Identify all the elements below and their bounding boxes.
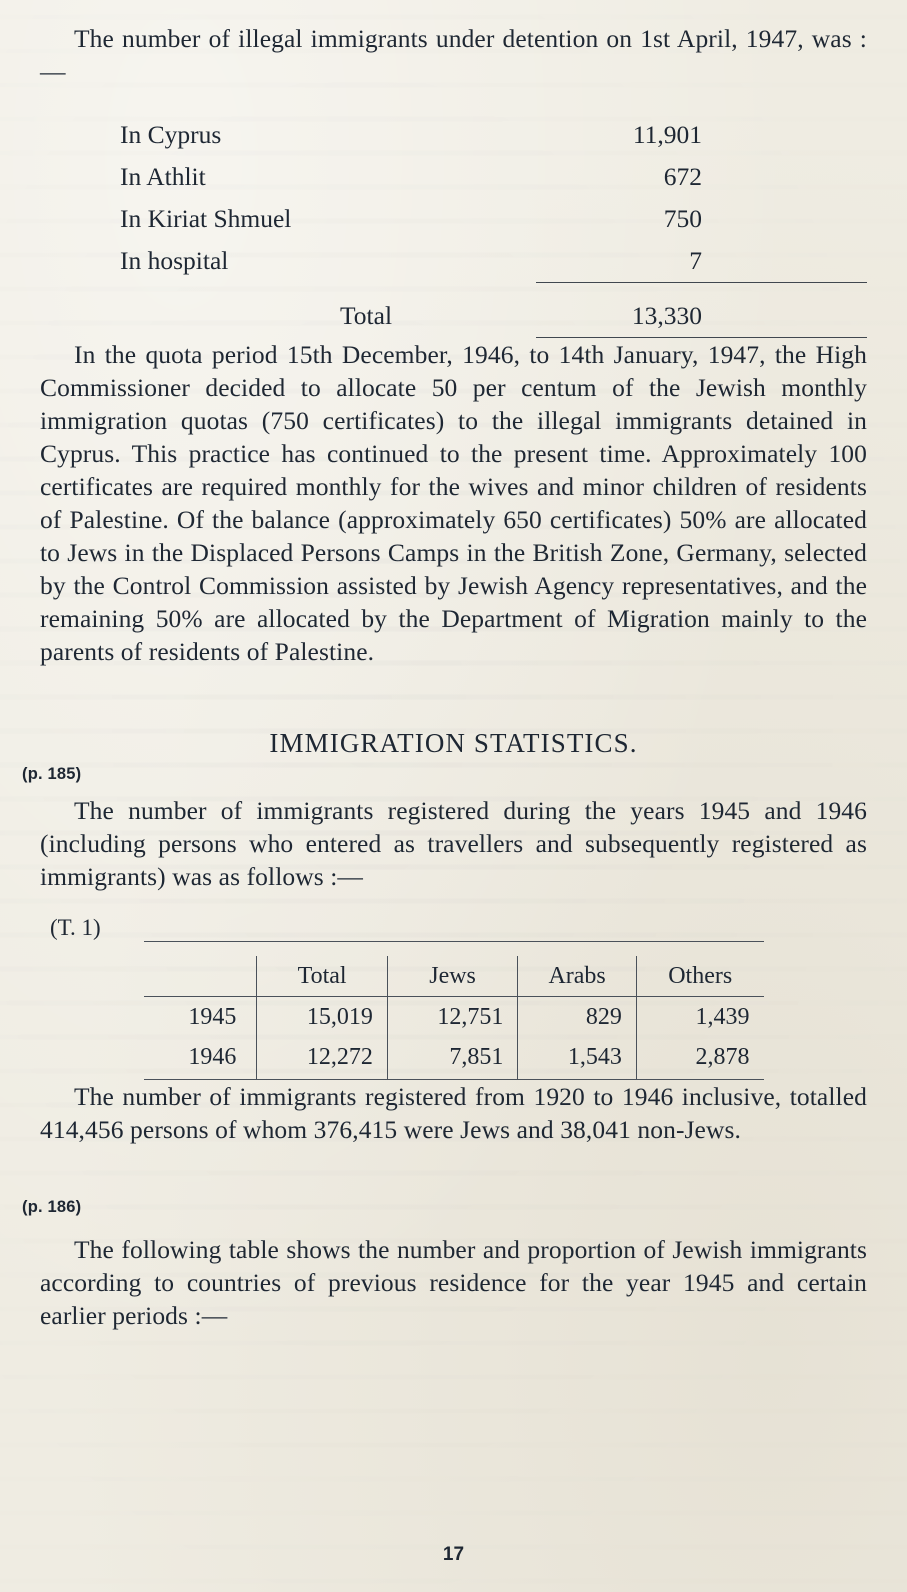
detention-table bbox=[40, 114, 867, 338]
table-row bbox=[40, 156, 867, 198]
column-header-others: Others bbox=[636, 956, 763, 997]
stats-table-top-rule bbox=[144, 941, 764, 942]
totals-paragraph: The number of immigrants registered from 1920 to 1946 inclusive, totalled 414,456 persons of whom 376,415 were Jews and 38,041 non-Jews. bbox=[40, 1082, 867, 1144]
column-header-year bbox=[144, 956, 257, 997]
detention-value: 7 bbox=[689, 246, 702, 275]
detention-total-row bbox=[40, 283, 867, 338]
closing-paragraph: The following table shows the number and proportion of Jewish immigrants according to countries of previous residence for the year 1945 and certain earlier periods :— bbox=[40, 1235, 867, 1330]
detention-total-label: Total bbox=[340, 301, 393, 330]
table-header-row bbox=[144, 956, 764, 997]
row-year: 1945 bbox=[188, 1004, 237, 1030]
cell-arabs: 1,543 bbox=[518, 1037, 637, 1079]
detention-total-value: 13,330 bbox=[536, 283, 867, 338]
page-reference-186: (p. 186) bbox=[22, 1198, 82, 1216]
cell-arabs: 829 bbox=[518, 997, 637, 1038]
column-header-arabs: Arabs bbox=[518, 956, 637, 997]
detention-value: 750 bbox=[663, 204, 702, 233]
table-row bbox=[40, 198, 867, 240]
detention-label: In Kiriat Shmuel bbox=[120, 204, 292, 233]
page-reference-185: (p. 185) bbox=[22, 765, 82, 783]
cell-others: 1,439 bbox=[636, 997, 763, 1038]
table-row bbox=[40, 240, 867, 283]
column-header-total: Total bbox=[257, 956, 388, 997]
cell-jews: 12,751 bbox=[387, 997, 518, 1038]
intro-paragraph: The number of illegal immigrants under detention on 1st April, 1947, was :— bbox=[40, 24, 867, 86]
cell-total: 15,019 bbox=[257, 997, 388, 1038]
cell-others: 2,878 bbox=[636, 1037, 763, 1079]
detention-value: 11,901 bbox=[632, 120, 702, 149]
cell-total: 12,272 bbox=[257, 1037, 388, 1079]
table-row bbox=[144, 997, 764, 1038]
row-year: 1946 bbox=[188, 1044, 237, 1070]
detention-value: 672 bbox=[663, 162, 702, 191]
table-row bbox=[144, 1037, 764, 1079]
section-title: IMMIGRATION STATISTICS. bbox=[269, 728, 638, 758]
immigration-statistics-table bbox=[144, 956, 764, 1079]
detention-label: In Cyprus bbox=[120, 120, 222, 149]
column-header-jews: Jews bbox=[387, 956, 518, 997]
table-row bbox=[40, 114, 867, 156]
cell-jews: 7,851 bbox=[387, 1037, 518, 1079]
detention-label: In Athlit bbox=[120, 162, 206, 191]
quota-paragraph: In the quota period 15th December, 1946, to 14th January, 1947, the High Commissioner decided to allocate 50 per centum of the Jewish monthly immigration quotas (750 certificates) to the illegal immigrants detained in Cyprus. This practice has continued to the present time. Approximately 100 certificates are required monthly for the wives and minor children of residents of Palestine. Of the balance (approximately 650 certificates) 50% are allocated to Jews in the Displaced Persons Camps in the British Zone, Germany, selected by the Control Commission assisted by Jewish Agency representatives, and the remaining 50% are allocated by the Department of Migration mainly to the parents of residents of Palestine. bbox=[40, 340, 867, 666]
table-note: (T. 1) bbox=[50, 915, 101, 940]
registered-paragraph: The number of immigrants registered during the years 1945 and 1946 (including persons who entered as travellers and subsequently registered as immigrants) was as follows :— bbox=[40, 796, 867, 891]
folio-number: 17 bbox=[442, 1544, 465, 1565]
page-content bbox=[22, 22, 867, 1332]
detention-label: In hospital bbox=[120, 246, 229, 276]
